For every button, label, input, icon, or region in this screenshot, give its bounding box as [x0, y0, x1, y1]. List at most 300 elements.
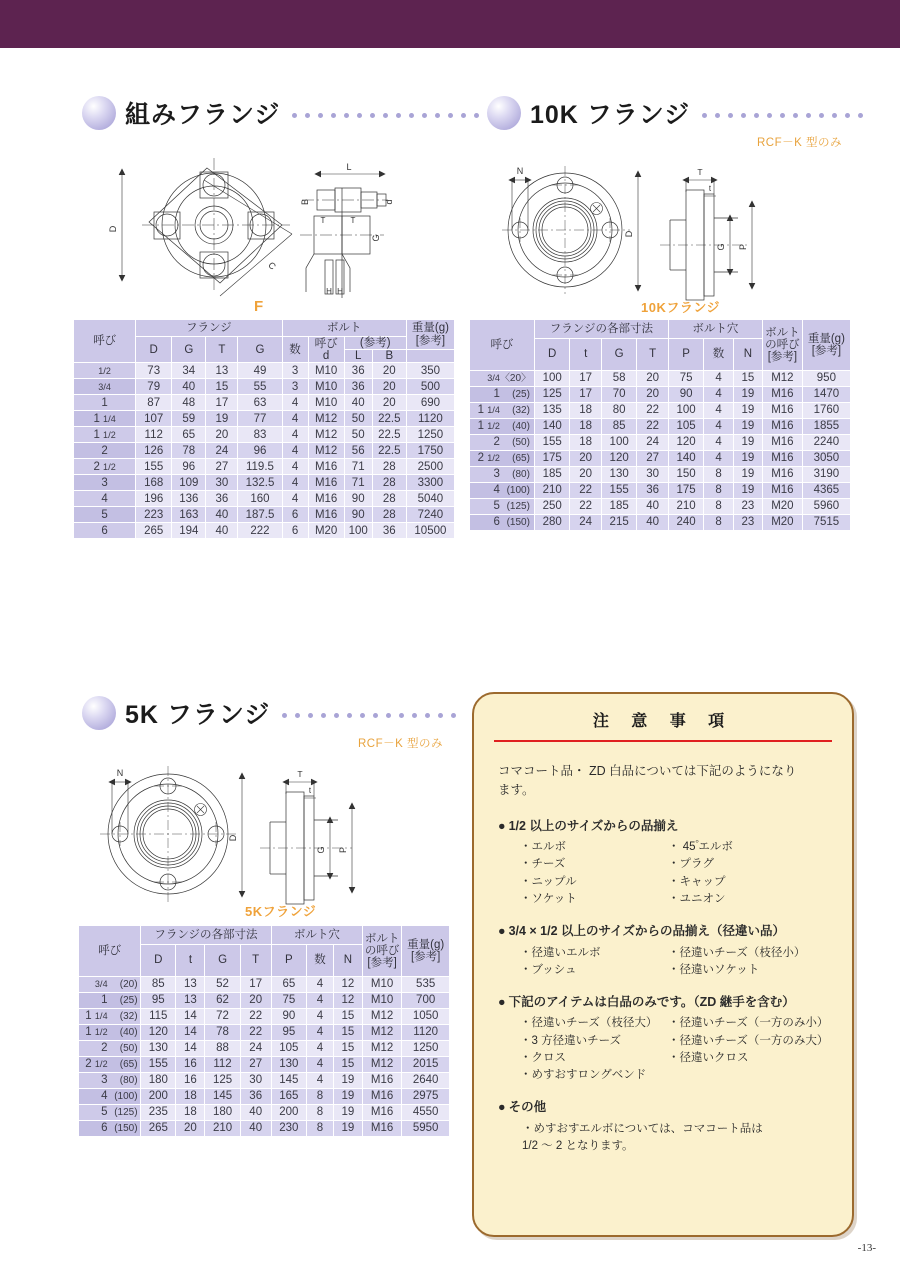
svg-text:P: P: [338, 846, 348, 854]
table-cell: 19: [733, 387, 762, 403]
table-cell: 4: [704, 435, 733, 451]
table-cell: 90: [668, 387, 704, 403]
table-cell: 6: [282, 507, 308, 523]
th-bolt-L: L: [344, 350, 372, 363]
th-bolt-B: B: [372, 350, 406, 363]
page-number: -13-: [857, 1242, 876, 1254]
section-heading-5k-flange: [82, 695, 464, 731]
table-cell: 75: [668, 371, 704, 387]
table-cell: 265: [136, 523, 172, 539]
rcf-note-5k: RCF－K 型のみ: [358, 738, 443, 750]
table-cell: 15: [333, 1041, 362, 1057]
list-item: ・径違いソケット: [668, 963, 760, 976]
table-cell: M16: [362, 1105, 401, 1121]
rcf-note-10k: RCF－K 型のみ: [757, 137, 842, 149]
section-title-kumi-flange: 組みフランジ: [125, 101, 281, 129]
table-cell: 215: [601, 515, 637, 531]
list-item: ・径違いクロス: [668, 1051, 749, 1064]
table-cell: 18: [176, 1105, 205, 1121]
table-cell: M16: [763, 419, 803, 435]
table-cell: 4: [282, 443, 308, 459]
notice-group-2: [498, 922, 830, 979]
table-row: [79, 1073, 450, 1089]
table-cell: 19: [206, 411, 238, 427]
table-row: [470, 483, 851, 499]
table-cell: 120: [601, 451, 637, 467]
th-bolt-nominal: [308, 337, 344, 363]
table-cell: 230: [271, 1121, 306, 1137]
notice-lead: [498, 762, 830, 801]
table-cell: M16: [308, 475, 344, 491]
table-cell: 16: [176, 1073, 205, 1089]
svg-text:C: C: [266, 259, 278, 272]
bullet-icon: ●: [498, 1100, 506, 1115]
table-cell: 20: [240, 993, 271, 1009]
table-10k-body: [470, 371, 851, 531]
table-cell: 55: [238, 379, 282, 395]
table-cell: 36: [372, 523, 406, 539]
th-weight-line1: 重量(g): [411, 322, 449, 335]
table-row: [79, 1025, 450, 1041]
th-hole-P: P: [668, 339, 704, 371]
table-cell: M12: [308, 427, 344, 443]
table-cell: 20: [372, 395, 406, 411]
table-cell: 40: [344, 395, 372, 411]
table-cell: 90: [344, 507, 372, 523]
table-cell: 115: [141, 1009, 176, 1025]
table-cell: 3300: [406, 475, 454, 491]
table-cell: M16: [362, 1089, 401, 1105]
cell-nominal: 2 (50): [79, 1041, 141, 1057]
bullet-icon: ●: [498, 818, 506, 833]
table-cell: 36: [240, 1089, 271, 1105]
section-title-10k-flange: 10K フランジ: [530, 101, 691, 129]
cell-nominal: 1 $^1$/4 (32): [470, 403, 535, 419]
table-cell: 112: [205, 1057, 240, 1073]
th-bolthole-group: ボルト穴: [271, 926, 362, 945]
table-row: [74, 411, 455, 427]
table-cell: 160: [238, 491, 282, 507]
table-kumi-flange: [73, 319, 455, 539]
th-bolthole-group: ボルト穴: [668, 320, 762, 339]
table-cell: 4: [282, 475, 308, 491]
list-item: ・径違いチーズ（枝径大）: [520, 1017, 658, 1030]
table-cell: 109: [172, 475, 206, 491]
table-cell: 2500: [406, 459, 454, 475]
cell-nominal: 2 $^1$/2: [74, 459, 136, 475]
table-cell: 16: [176, 1057, 205, 1073]
drawing-5k-flange: [90, 760, 390, 908]
list-item: ・キャップ: [668, 875, 726, 888]
table-cell: 19: [733, 467, 762, 483]
table-cell: 48: [172, 395, 206, 411]
table-cell: 28: [372, 491, 406, 507]
notice-group-2-items: [498, 945, 830, 980]
table-cell: 8: [704, 467, 733, 483]
svg-text:B: B: [300, 198, 310, 206]
list-item: ・径違いエルボ: [520, 946, 601, 959]
svg-text:D: D: [624, 230, 634, 238]
table-cell: 222: [238, 523, 282, 539]
notice-group-3-heading: [498, 993, 830, 1012]
table-cell: 17: [206, 395, 238, 411]
table-cell: 27: [206, 459, 238, 475]
cell-nominal: 3: [74, 475, 136, 491]
table-cell: 100: [344, 523, 372, 539]
table-row: [79, 977, 450, 993]
th-nominal: 呼び: [74, 320, 136, 363]
table-cell: 1470: [802, 387, 850, 403]
notice-group-3-col1: [520, 1015, 668, 1084]
th-weight: [406, 320, 454, 350]
table-cell: 27: [637, 451, 668, 467]
th-flange-group: フランジの各部寸法: [534, 320, 668, 339]
th-flange-T: T: [206, 337, 238, 363]
table-cell: 36: [206, 491, 238, 507]
th-flange-t: t: [176, 945, 205, 977]
table-cell: 22.5: [372, 443, 406, 459]
notice-group-4-body: [498, 1121, 830, 1156]
table-cell: 175: [534, 451, 570, 467]
cell-nominal: 1 $^1$/2 (40): [470, 419, 535, 435]
cell-nominal: 5: [74, 507, 136, 523]
table-cell: 2640: [402, 1073, 450, 1089]
table-cell: 18: [570, 435, 601, 451]
table-cell: 223: [136, 507, 172, 523]
notice-group-2-heading-text: 3/4 × 1/2 以上のサイズからの品揃え（径違い品）: [508, 924, 786, 939]
table-cell: 79: [136, 379, 172, 395]
section-heading-10k-flange: [487, 95, 871, 131]
table-cell: 130: [601, 467, 637, 483]
table-cell: 187.5: [238, 507, 282, 523]
th-flange-D: D: [141, 945, 176, 977]
notice-group-1-col2: [668, 839, 733, 908]
svg-text:T: T: [697, 167, 703, 177]
table-cell: 136: [172, 491, 206, 507]
th-flange-G1: G: [172, 337, 206, 363]
table-cell: 119.5: [238, 459, 282, 475]
table-cell: M16: [763, 403, 803, 419]
table-cell: 145: [271, 1073, 306, 1089]
table-cell: 700: [402, 993, 450, 1009]
table-row: [79, 1057, 450, 1073]
svg-text:G: G: [316, 846, 326, 854]
table-cell: 77: [238, 411, 282, 427]
table-cell: 19: [733, 419, 762, 435]
th-weight: [802, 320, 850, 371]
table-cell: 22: [240, 1009, 271, 1025]
section-title-5k-flange: 5K フランジ: [125, 701, 271, 729]
cell-nominal: 1: [74, 395, 136, 411]
svg-text:G: G: [716, 243, 726, 251]
svg-text:d: d: [384, 199, 394, 205]
table-cell: M12: [308, 443, 344, 459]
table-cell: 18: [176, 1089, 205, 1105]
table-cell: 4: [306, 1025, 333, 1041]
notice-lead-line2: ます。: [498, 783, 535, 798]
th-nominal: 呼び: [470, 320, 535, 371]
list-item: ・めすおすロングベンド: [520, 1069, 647, 1082]
table-cell: M12: [362, 1057, 401, 1073]
table-cell: 265: [141, 1121, 176, 1137]
table-cell: 65: [271, 977, 306, 993]
table-cell: 2240: [802, 435, 850, 451]
th-weight-line1: 重量(g): [807, 332, 845, 345]
table-cell: 155: [534, 435, 570, 451]
table-cell: 180: [205, 1105, 240, 1121]
table-row: [74, 395, 455, 411]
table-cell: 15: [333, 1057, 362, 1073]
cell-nominal: 2 $^1$/2 (65): [470, 451, 535, 467]
table-cell: M16: [763, 467, 803, 483]
cell-nominal: 4 (100): [79, 1089, 141, 1105]
notice-group-1-heading-text: 1/2 以上のサイズからの品揃え: [508, 818, 679, 833]
table-cell: 20: [206, 427, 238, 443]
table-cell: 4: [306, 1009, 333, 1025]
table-cell: 40: [206, 507, 238, 523]
table-cell: 30: [206, 475, 238, 491]
table-cell: 19: [333, 1073, 362, 1089]
table-cell: 168: [136, 475, 172, 491]
table-row: [470, 499, 851, 515]
cell-nominal: 6 (150): [470, 515, 535, 531]
table-cell: 52: [205, 977, 240, 993]
table-cell: M12: [362, 1041, 401, 1057]
cell-nominal: 4: [74, 491, 136, 507]
table-row: [470, 467, 851, 483]
table-cell: 58: [601, 371, 637, 387]
th-bolt-nominal-l2: の呼び: [765, 338, 800, 351]
table-row: [79, 1105, 450, 1121]
table-cell: 19: [733, 403, 762, 419]
table-cell: 4: [306, 1041, 333, 1057]
table-cell: 2975: [402, 1089, 450, 1105]
notice-group-2-col2: [668, 945, 805, 980]
table-cell: 87: [136, 395, 172, 411]
list-item: ・径違いチーズ（一方のみ小）: [668, 1017, 829, 1030]
table-cell: 4: [704, 451, 733, 467]
table-cell: 22: [637, 403, 668, 419]
table-cell: 120: [141, 1025, 176, 1041]
list-item: ・エルボ: [520, 841, 566, 854]
table-cell: 83: [238, 427, 282, 443]
table-cell: M16: [308, 491, 344, 507]
table-cell: 4: [282, 395, 308, 411]
svg-text:T: T: [297, 769, 303, 779]
table-row: [74, 507, 455, 523]
list-item: ・3 方径違いチーズ: [520, 1034, 622, 1047]
table-cell: 70: [601, 387, 637, 403]
table-cell: 140: [668, 451, 704, 467]
drawing-10k-flange: [490, 158, 790, 303]
table-cell: 1120: [402, 1025, 450, 1041]
table-cell: 49: [238, 363, 282, 379]
table-cell: 100: [601, 435, 637, 451]
table-cell: M10: [362, 977, 401, 993]
table-cell: 22: [637, 419, 668, 435]
table-row: [79, 1009, 450, 1025]
table-cell: 155: [141, 1057, 176, 1073]
table-cell: M16: [763, 387, 803, 403]
cell-nominal: $^3$/4〈20〉: [470, 371, 535, 387]
table-cell: 19: [333, 1089, 362, 1105]
svg-text:T: T: [350, 216, 356, 225]
table-cell: 62: [205, 993, 240, 1009]
svg-text:H: H: [326, 287, 332, 296]
table-cell: 24: [637, 435, 668, 451]
table-cell: M12: [308, 411, 344, 427]
svg-text:D: D: [228, 834, 238, 842]
table-cell: 36: [637, 483, 668, 499]
table-cell: 22.5: [372, 427, 406, 443]
table-cell: 8: [306, 1105, 333, 1121]
table-cell: 13: [176, 993, 205, 1009]
table-cell: 1120: [406, 411, 454, 427]
cell-nominal: 3 (80): [470, 467, 535, 483]
table-cell: 105: [271, 1041, 306, 1057]
notice-group-1-items: [498, 839, 830, 908]
notice-group-3: [498, 993, 830, 1084]
table-row: [74, 443, 455, 459]
heading-dots-decoration: [702, 113, 871, 118]
table-row: [470, 403, 851, 419]
notice-title: 注 意 事 項: [592, 713, 734, 730]
table-row: [470, 515, 851, 531]
table-cell: 13: [176, 977, 205, 993]
table-cell: M12: [362, 1025, 401, 1041]
table-cell: M16: [362, 1073, 401, 1089]
notice-group-4-heading: [498, 1098, 830, 1117]
th-bolt-nominal-l2: の呼び: [364, 944, 400, 957]
svg-text:D: D: [108, 225, 118, 233]
table-cell: 96: [238, 443, 282, 459]
table-cell: 17: [240, 977, 271, 993]
table-cell: 135: [534, 403, 570, 419]
th-bolt-nominal-l2: d: [322, 349, 330, 362]
cell-nominal: 1 (25): [79, 993, 141, 1009]
bullet-sphere-icon: [82, 696, 116, 730]
table-cell: 4: [306, 1073, 333, 1089]
table-cell: 5960: [802, 499, 850, 515]
cell-nominal: $^3$/4 (20): [79, 977, 141, 993]
table-cell: M16: [308, 507, 344, 523]
th-flange-group: フランジ: [136, 320, 282, 337]
table-cell: 120: [668, 435, 704, 451]
bullet-sphere-icon: [82, 96, 116, 130]
table-row: [74, 379, 455, 395]
th-hole-count: 数: [704, 339, 733, 371]
list-item: ・ソケット: [520, 892, 577, 905]
notice-group-4-line2: 1/2 ～ 2 となります。: [522, 1140, 634, 1152]
table-cell: 36: [344, 379, 372, 395]
table-5k-body: [79, 977, 450, 1137]
notice-group-4-line1: ・めすおすエルボについては、コマコート品は: [522, 1122, 763, 1135]
section-heading-kumi-flange: [82, 95, 487, 131]
table-cell: 50: [344, 411, 372, 427]
table-cell: 1750: [406, 443, 454, 459]
th-hole-count: 数: [306, 945, 333, 977]
notice-group-3-items: [498, 1015, 830, 1084]
table-kumi-body: [74, 363, 455, 539]
table-cell: 185: [601, 499, 637, 515]
th-bolt-nominal-l3: [参考]: [367, 957, 397, 970]
table-cell: 40: [240, 1105, 271, 1121]
cell-nominal: 2 $^1$/2 (65): [79, 1057, 141, 1073]
th-weight-line1: 重量(g): [407, 938, 445, 951]
table-cell: 14: [176, 1009, 205, 1025]
notice-group-1-col1: [520, 839, 668, 908]
table-cell: 50: [344, 427, 372, 443]
table-cell: M16: [763, 451, 803, 467]
table-cell: 4: [704, 371, 733, 387]
table-row: [470, 387, 851, 403]
table-cell: 130: [271, 1057, 306, 1073]
th-flange-t: t: [570, 339, 601, 371]
table-cell: 20: [176, 1121, 205, 1137]
svg-text:N: N: [116, 768, 124, 778]
cell-nominal: $^1$/2: [74, 363, 136, 379]
notice-group-4: [498, 1098, 830, 1155]
table-cell: 3190: [802, 467, 850, 483]
table-cell: 4: [282, 427, 308, 443]
table-cell: M10: [308, 395, 344, 411]
table-cell: 30: [637, 467, 668, 483]
table-cell: M10: [362, 993, 401, 1009]
table-cell: 4: [282, 411, 308, 427]
bullet-sphere-icon: [487, 96, 521, 130]
table-cell: 71: [344, 459, 372, 475]
table-row: [74, 475, 455, 491]
table-cell: 72: [205, 1009, 240, 1025]
table-cell: 56: [344, 443, 372, 459]
svg-text:P: P: [738, 243, 748, 251]
table-cell: 250: [534, 499, 570, 515]
notice-group-1: [498, 817, 830, 908]
table-cell: 200: [271, 1105, 306, 1121]
table-cell: 8: [704, 515, 733, 531]
table-cell: 85: [601, 419, 637, 435]
table-cell: 2015: [402, 1057, 450, 1073]
notice-body: [474, 742, 852, 1179]
cell-nominal: 5 (125): [79, 1105, 141, 1121]
table-cell: M20: [308, 523, 344, 539]
table-cell: 5040: [406, 491, 454, 507]
table-cell: 20: [372, 379, 406, 395]
table-cell: 22: [240, 1025, 271, 1041]
svg-text:t: t: [708, 184, 712, 193]
table-cell: 126: [136, 443, 172, 459]
table-cell: M16: [308, 459, 344, 475]
drawing-caption-10k: 10Kフランジ: [641, 300, 721, 315]
list-item: ・ 45 ゚エルボ: [668, 841, 733, 854]
table-cell: 78: [205, 1025, 240, 1041]
table-row: [74, 427, 455, 443]
table-cell: 59: [172, 411, 206, 427]
svg-text:T: T: [320, 216, 326, 225]
th-bolt-count: 数: [282, 337, 308, 363]
table-cell: 4: [704, 403, 733, 419]
table-cell: 4: [306, 1057, 333, 1073]
th-bolt-nominal-l1: 呼び: [314, 337, 338, 350]
table-row: [470, 451, 851, 467]
table-cell: 155: [601, 483, 637, 499]
table-cell: 1050: [402, 1009, 450, 1025]
cell-nominal: 6 (150): [79, 1121, 141, 1137]
table-cell: 24: [240, 1041, 271, 1057]
table-cell: 40: [172, 379, 206, 395]
table-cell: 107: [136, 411, 172, 427]
table-cell: 96: [172, 459, 206, 475]
